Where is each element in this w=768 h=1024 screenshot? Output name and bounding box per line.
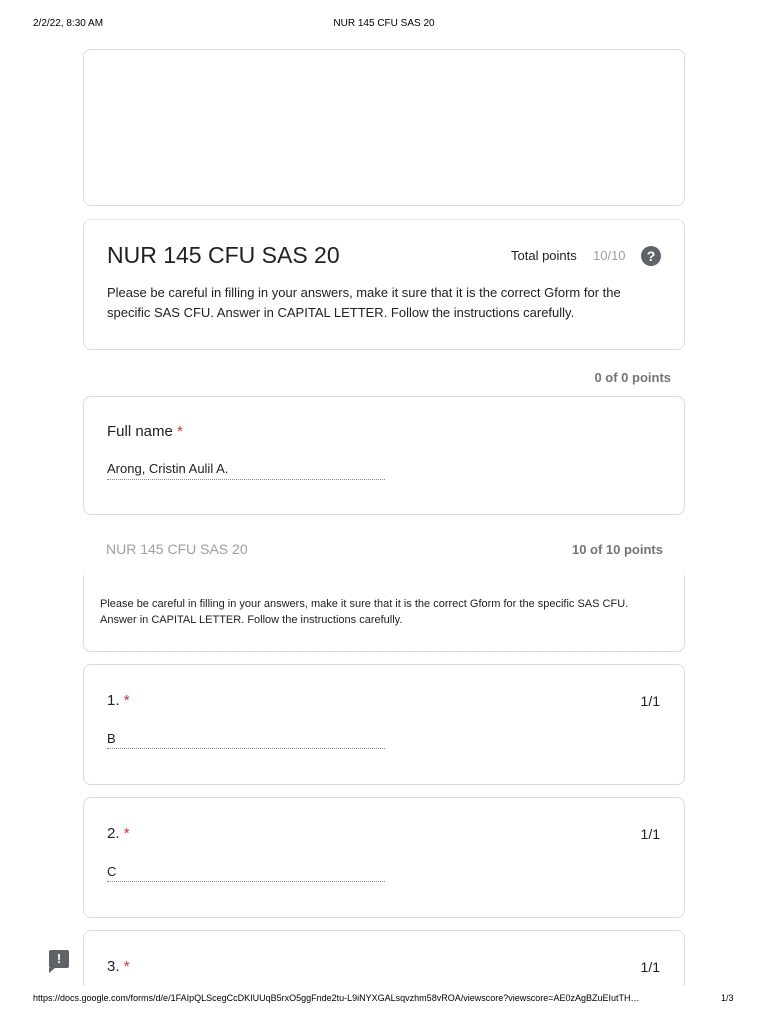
fullname-answer: Arong, Cristin Aulil A. (107, 461, 229, 476)
total-points-label: Total points (511, 248, 577, 263)
question-number: 1. (107, 692, 120, 709)
section2-description-card (83, 575, 685, 652)
feedback-icon[interactable] (49, 950, 69, 968)
question-number: 2. (107, 825, 120, 842)
form-title-card (83, 219, 685, 350)
print-datetime: 2/2/22, 8:30 AM (33, 18, 104, 29)
question-card-2 (83, 797, 685, 918)
section2-points: 10 of 10 points (571, 542, 663, 557)
print-footer (0, 986, 768, 1024)
answer-underline (107, 748, 385, 749)
question-answer: B (107, 731, 116, 746)
question-number-row (107, 958, 130, 975)
form-title: NUR 145 CFU SAS 20 (107, 242, 340, 268)
question-number: 3. (107, 958, 120, 975)
fullname-label: Full name (107, 423, 173, 440)
required-asterisk: * (123, 958, 130, 975)
header-image-card (83, 49, 685, 206)
fullname-card (83, 396, 685, 515)
feedback-icon-glyph: ! (56, 951, 62, 966)
fullname-underline (107, 479, 385, 480)
question-number-row (107, 825, 130, 842)
question-card-1 (83, 664, 685, 785)
form-description: Please be careful in filling in your answers, make it sure that it is the correct Gform for the specific SAS CFU. Answer in CAPITAL LETTER. Follow the instructions carefully. (107, 285, 621, 320)
question-score: 1/1 (640, 693, 660, 709)
question-score: 1/1 (640, 959, 660, 975)
required-asterisk: * (123, 825, 130, 842)
question-answer: C (107, 864, 117, 879)
help-icon[interactable]: ? (641, 246, 661, 266)
total-points-value: 10/10 (593, 248, 626, 263)
section2-description: Please be careful in filling in your answers, make it sure that it is the correct Gform for the specific SAS CFU. Answer in CAPITAL LETTER. Follow the instructions carefully. (100, 598, 629, 626)
required-asterisk: * (123, 692, 130, 709)
section1-points: 0 of 0 points (594, 370, 671, 385)
print-doc-title: NUR 145 CFU SAS 20 (333, 18, 435, 29)
question-score: 1/1 (640, 826, 660, 842)
section2-title: NUR 145 CFU SAS 20 (106, 541, 248, 557)
fullname-label-row (107, 423, 183, 440)
print-page-number: 1/3 (721, 993, 734, 1003)
question-number-row (107, 692, 130, 709)
print-footer-url[interactable]: https://docs.google.com/forms/d/e/1FAIpQLScegCcDKIUUqB5rxO5ggFnde2tu-L9iNYXGALsqvzhm58vROA/viewscore?viewscore=AE0zAgBZuEIutTH… (33, 993, 640, 1003)
required-asterisk: * (177, 423, 183, 440)
answer-underline (107, 881, 385, 882)
